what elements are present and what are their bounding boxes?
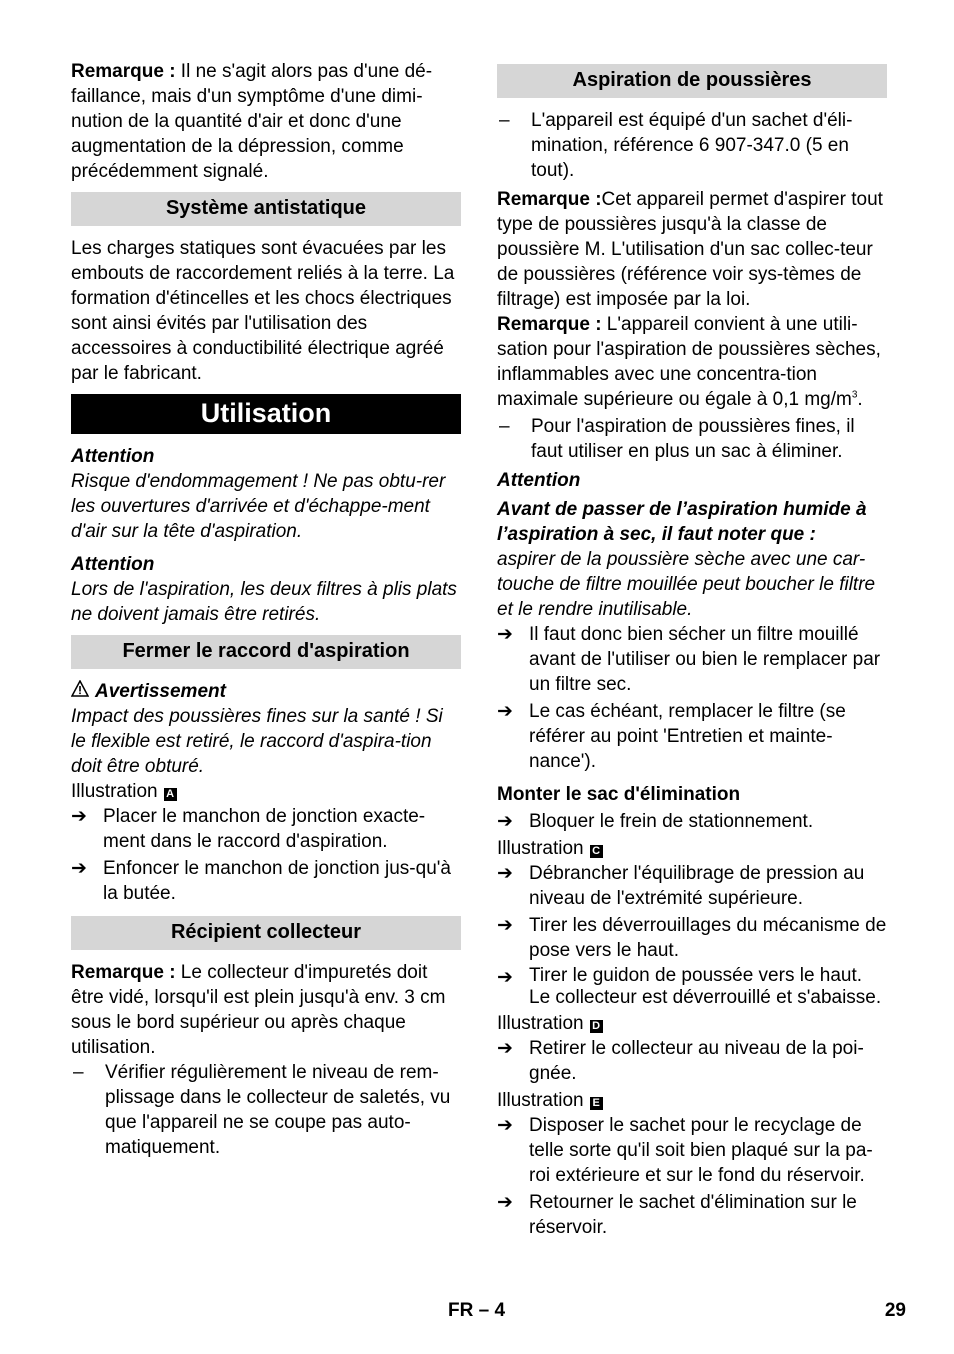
item-text: Retirer le collecteur au niveau de la poi-gnée. bbox=[529, 1038, 864, 1084]
superscript: 3 bbox=[851, 389, 858, 401]
item-text: Le cas échéant, remplacer le filtre (se référer au point 'Entretien et mainte-nance'). bbox=[529, 701, 846, 772]
right-arrow-icon: ➔ bbox=[71, 858, 87, 879]
list-item bbox=[71, 1060, 461, 1160]
warning-text: Impact des poussières fines sur la santé ! Si le flexible est retiré, le raccord d'aspira-tion doit être obturé. bbox=[71, 706, 443, 777]
illustration-label: Illustration bbox=[497, 838, 584, 859]
illustration-letter: C bbox=[590, 845, 603, 858]
right-arrow-icon: ➔ bbox=[497, 1115, 513, 1136]
illustration-letter: E bbox=[590, 1097, 603, 1110]
list-item bbox=[497, 1036, 887, 1086]
attention-title: Attention bbox=[71, 446, 155, 467]
item-text: Pour l'aspiration de poussières fines, il faut utiliser en plus un sac à éliminer. bbox=[531, 416, 855, 462]
illustration-ref bbox=[497, 836, 887, 861]
section-title: Fermer le raccord d'aspiration bbox=[71, 635, 461, 669]
list-item bbox=[71, 804, 461, 854]
recipient-note bbox=[71, 960, 461, 1060]
right-arrow-icon: ➔ bbox=[497, 811, 513, 832]
attention-text: Lors de l'aspiration, les deux filtres à plis plats ne doivent jamais être retirés. bbox=[71, 579, 457, 625]
right-arrow-icon: ➔ bbox=[71, 806, 87, 827]
list-item bbox=[497, 861, 887, 911]
footer-lang: FR bbox=[448, 1300, 474, 1321]
item-text: Disposer le sachet pour le recyclage de telle sorte qu'il soit bien plaqué sur la pa-roi extérieure et sur le fond du réservoir. bbox=[529, 1115, 873, 1186]
note-text: Le collecteur d'impuretés doit être vidé, lorsqu'il est plein jusqu'à env. 3 cm sous le bord supérieur ou après chaque utilisation. bbox=[71, 962, 446, 1058]
dash-marker: – bbox=[499, 110, 510, 131]
attention-text: aspirer de la poussière sèche avec une car-touche de filtre mouillée peut boucher le filtre et le rendre inutilisable. bbox=[497, 549, 876, 620]
illustration-label: Illustration bbox=[497, 1013, 584, 1034]
warning-title-text: Avertissement bbox=[95, 681, 226, 702]
attention-text: Risque d'endommagement ! Ne pas obtu-rer les ouvertures d'arrivée et d'échappe-ment d'air sur la tête d'aspiration. bbox=[71, 471, 446, 542]
item-text: Placer le manchon de jonction exacte-ment dans le raccord d'aspiration. bbox=[103, 806, 426, 852]
illustration-ref bbox=[71, 779, 461, 804]
right-arrow-icon: ➔ bbox=[497, 624, 513, 645]
note-paragraph bbox=[497, 312, 887, 412]
right-arrow-icon: ➔ bbox=[497, 863, 513, 884]
note-text: L'appareil convient à une utili-sation pour l'aspiration de poussières sèches, inflammables avec une concentra-tion maximale supérieure ou égale à 0,1 mg/m bbox=[497, 314, 881, 410]
illustration-ref bbox=[497, 1011, 887, 1036]
right-arrow-icon: ➔ bbox=[497, 915, 513, 936]
warning-title bbox=[71, 679, 461, 704]
list-item bbox=[71, 856, 461, 906]
footer-section-num: – 4 bbox=[478, 1300, 506, 1321]
section-title: Récipient collecteur bbox=[71, 916, 461, 950]
illustration-ref bbox=[497, 1088, 887, 1113]
subsection-title: Monter le sac d'élimination bbox=[497, 784, 741, 805]
section-title: Système antistatique bbox=[71, 192, 461, 226]
footer-section bbox=[448, 1298, 505, 1323]
item-text: Vérifier régulièrement le niveau de rem-plissage dans le collecteur de saletés, vu que l'appareil ne se coupe pas auto-matiquement. bbox=[105, 1062, 451, 1158]
section-title: Aspiration de poussières bbox=[497, 64, 887, 98]
list-item bbox=[497, 699, 887, 774]
right-column bbox=[497, 59, 887, 1242]
list-item bbox=[497, 414, 887, 464]
note-label: Remarque : bbox=[497, 189, 602, 210]
left-column bbox=[71, 59, 461, 1162]
attention-title: Attention bbox=[71, 554, 155, 575]
note-end: . bbox=[857, 389, 863, 410]
note-paragraph bbox=[497, 187, 887, 312]
item-text: L'appareil est équipé d'un sachet d'éli-mination, référence 6 907-347.0 (5 en tout). bbox=[531, 110, 853, 181]
item-text: Il faut donc bien sécher un filtre mouillé avant de l'utiliser ou bien le remplacer par un filtre sec. bbox=[529, 624, 881, 695]
note-text: Cet appareil permet d'aspirer tout type de poussières jusqu'à la classe de poussière M. L'utilisation d'un sac collec-teur de poussières (référence voir sys-tèmes de filtrage) est imposée par la loi. bbox=[497, 189, 883, 310]
item-text: Enfoncer le manchon de jonction jus-qu'à la butée. bbox=[103, 858, 451, 904]
illustration-letter: A bbox=[164, 788, 177, 801]
note-text: Il ne s'agit alors pas d'une dé-faillance, mais d'un symptôme d'une dimi-nution de la quantité d'air et donc d'une augmentation de la dépression, comme précédemment signalé. bbox=[71, 61, 433, 182]
list-item bbox=[497, 913, 887, 963]
page-number: 29 bbox=[884, 1300, 906, 1321]
right-arrow-icon: ➔ bbox=[497, 1038, 513, 1059]
chapter-title: Utilisation bbox=[71, 394, 461, 434]
list-item bbox=[497, 1190, 887, 1240]
list-item bbox=[497, 622, 887, 697]
list-item bbox=[497, 108, 887, 183]
item-text: Débrancher l'équilibrage de pression au niveau de l'extrémité supérieure. bbox=[529, 863, 865, 909]
item-text: Tirer le guidon de poussée vers le haut. Le collecteur est déverrouillé et s'abaisse. bbox=[529, 965, 882, 1008]
illustration-label: Illustration bbox=[497, 1090, 584, 1111]
right-arrow-icon: ➔ bbox=[497, 967, 513, 988]
right-arrow-icon: ➔ bbox=[497, 701, 513, 722]
note-label: Remarque : bbox=[71, 61, 176, 82]
item-text: Tirer les déverrouillages du mécanisme de pose vers le haut. bbox=[529, 915, 887, 961]
attention-title: Attention bbox=[497, 470, 581, 491]
illustration-label: Illustration bbox=[71, 781, 158, 802]
dash-marker: – bbox=[73, 1062, 84, 1083]
antistatic-text: Les charges statiques sont évacuées par les embouts de raccordement reliés à la terre. La formation d'étincelles et les chocs électriques sont ainsi évités par l'utilisation des accessoires à conductibilité électrique agréé par le fabricant. bbox=[71, 238, 455, 384]
warning-triangle-icon bbox=[71, 679, 95, 704]
right-arrow-icon: ➔ bbox=[497, 1192, 513, 1213]
item-text: Bloquer le frein de stationnement. bbox=[529, 811, 814, 832]
dash-marker: – bbox=[499, 416, 510, 437]
list-item bbox=[497, 1113, 887, 1188]
attention-bold: Avant de passer de l’aspiration humide à l’aspiration à sec, il faut noter que : bbox=[497, 499, 867, 545]
illustration-letter: D bbox=[590, 1020, 603, 1033]
list-item bbox=[497, 965, 887, 1009]
note-label: Remarque : bbox=[497, 314, 602, 335]
list-item bbox=[497, 809, 887, 834]
note-label: Remarque : bbox=[71, 962, 176, 983]
intro-note bbox=[71, 59, 461, 184]
item-text: Retourner le sachet d'élimination sur le réservoir. bbox=[529, 1192, 857, 1238]
